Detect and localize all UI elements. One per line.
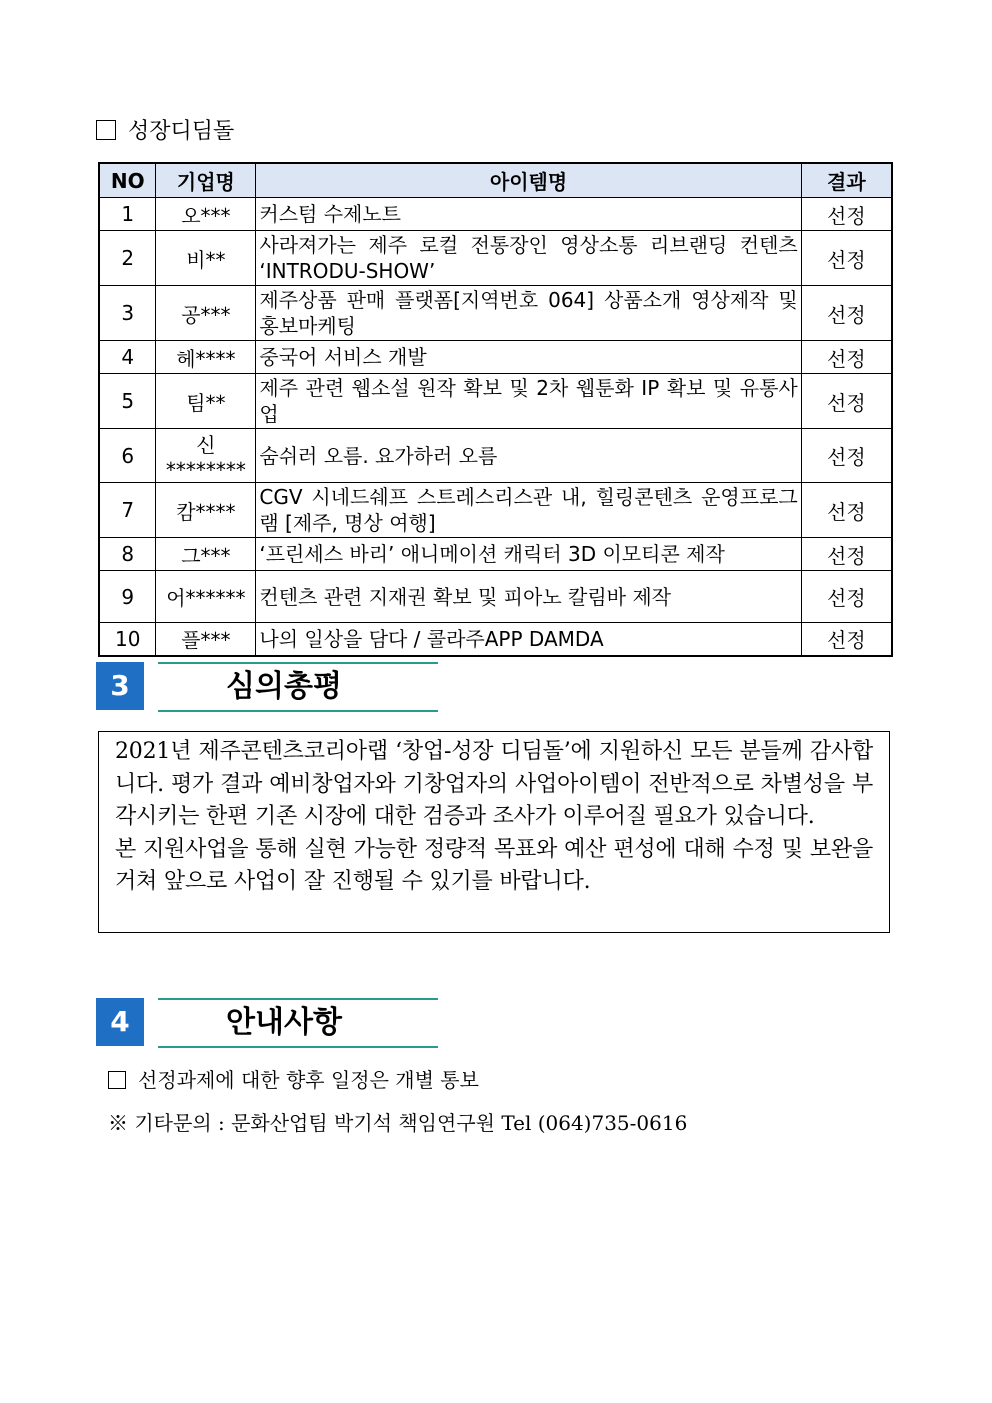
cell-no: 4	[99, 341, 156, 374]
cell-item: CGV 시네드쉐프 스트레스리스관 내, 힐링콘텐츠 운영프로그램 [제주, 명상 여행]	[256, 483, 801, 538]
cell-company: 비**	[156, 231, 256, 286]
cell-item: 중국어 서비스 개발	[256, 341, 801, 374]
cell-no: 8	[99, 538, 156, 571]
review-paragraph-1: 2021년 제주콘텐츠코리아랩 ‘창업-성장 디딤돌’에 지원하신 모든 분들께 감사합니다. 평가 결과 예비창업자와 기창업자의 사업아이템이 전반적으로 차별성을 부각시키는 한편 기존 시장에 대한 검증과 조사가 이루어질 필요가 있습니다.	[115, 739, 873, 829]
table-row	[99, 571, 892, 623]
cell-result: 선정	[801, 231, 892, 286]
cell-company: 그***	[156, 538, 256, 571]
table-row	[99, 429, 892, 483]
cell-company: 팀**	[156, 374, 256, 429]
cell-no: 5	[99, 374, 156, 429]
guide-heading-number: 4	[96, 998, 144, 1046]
cell-company: 헤****	[156, 341, 256, 374]
checkbox-square-icon	[108, 1071, 126, 1089]
cell-result: 선정	[801, 286, 892, 341]
review-heading	[96, 662, 441, 712]
guide-heading-title: 안내사항	[158, 998, 438, 1048]
cell-company: 캄****	[156, 483, 256, 538]
cell-company: 어******	[156, 571, 256, 623]
cell-item: ‘프린세스 바리’ 애니메이션 캐릭터 3D 이모티콘 제작	[256, 538, 801, 571]
header-item: 아이템명	[256, 163, 801, 198]
checkbox-square-icon	[96, 120, 116, 140]
section-label-text: 성장디딤돌	[128, 119, 235, 144]
table-row	[99, 198, 892, 231]
table-row	[99, 286, 892, 341]
cell-no: 1	[99, 198, 156, 231]
cell-item: 커스텀 수제노트	[256, 198, 801, 231]
cell-no: 3	[99, 286, 156, 341]
cell-item: 나의 일상을 담다 / 콜라주APP DAMDA	[256, 623, 801, 656]
review-box	[98, 731, 890, 933]
header-result: 결과	[801, 163, 892, 198]
cell-result: 선정	[801, 341, 892, 374]
table-row	[99, 538, 892, 571]
cell-result: 선정	[801, 571, 892, 623]
review-heading-number: 3	[96, 662, 144, 710]
cell-company: 신********	[156, 429, 256, 483]
guide-line-1	[108, 1064, 479, 1093]
cell-result: 선정	[801, 198, 892, 231]
cell-result: 선정	[801, 429, 892, 483]
cell-item: 제주 관련 웹소설 원작 확보 및 2차 웹툰화 IP 확보 및 유통사업	[256, 374, 801, 429]
cell-result: 선정	[801, 623, 892, 656]
cell-no: 6	[99, 429, 156, 483]
review-heading-title: 심의총평	[158, 662, 438, 712]
table-row	[99, 623, 892, 656]
header-company: 기업명	[156, 163, 256, 198]
cell-item: 컨텐츠 관련 지재권 확보 및 피아노 칼림바 제작	[256, 571, 801, 623]
cell-item: 제주상품 판매 플랫폼[지역번호 064] 상품소개 영상제작 및 홍보마케팅	[256, 286, 801, 341]
cell-no: 10	[99, 623, 156, 656]
cell-company: 플***	[156, 623, 256, 656]
table-row	[99, 341, 892, 374]
table-row	[99, 483, 892, 538]
cell-company: 공***	[156, 286, 256, 341]
cell-no: 9	[99, 571, 156, 623]
section-label	[96, 114, 234, 145]
guide-heading	[96, 998, 441, 1048]
cell-no: 7	[99, 483, 156, 538]
header-no: NO	[99, 163, 156, 198]
results-table	[98, 162, 893, 657]
table-header-row	[99, 163, 892, 198]
cell-result: 선정	[801, 374, 892, 429]
cell-no: 2	[99, 231, 156, 286]
cell-item: 숨쉬러 오름. 요가하러 오름	[256, 429, 801, 483]
guide-line-1-text: 선정과제에 대한 향후 일정은 개별 통보	[138, 1068, 479, 1092]
guide-line-2: ※ 기타문의 : 문화산업팀 박기석 책임연구원 Tel (064)735-0616	[108, 1111, 688, 1135]
table-row	[99, 231, 892, 286]
table-row	[99, 374, 892, 429]
cell-result: 선정	[801, 538, 892, 571]
cell-item: 사라져가는 제주 로컬 전통장인 영상소통 리브랜딩 컨텐츠 ‘INTRODU-SHOW’	[256, 231, 801, 286]
review-paragraph-2: 본 지원사업을 통해 실현 가능한 정량적 목표와 예산 편성에 대해 수정 및 보완을 거쳐 앞으로 사업이 잘 진행될 수 있기를 바랍니다.	[115, 836, 873, 894]
cell-result: 선정	[801, 483, 892, 538]
cell-company: 오***	[156, 198, 256, 231]
